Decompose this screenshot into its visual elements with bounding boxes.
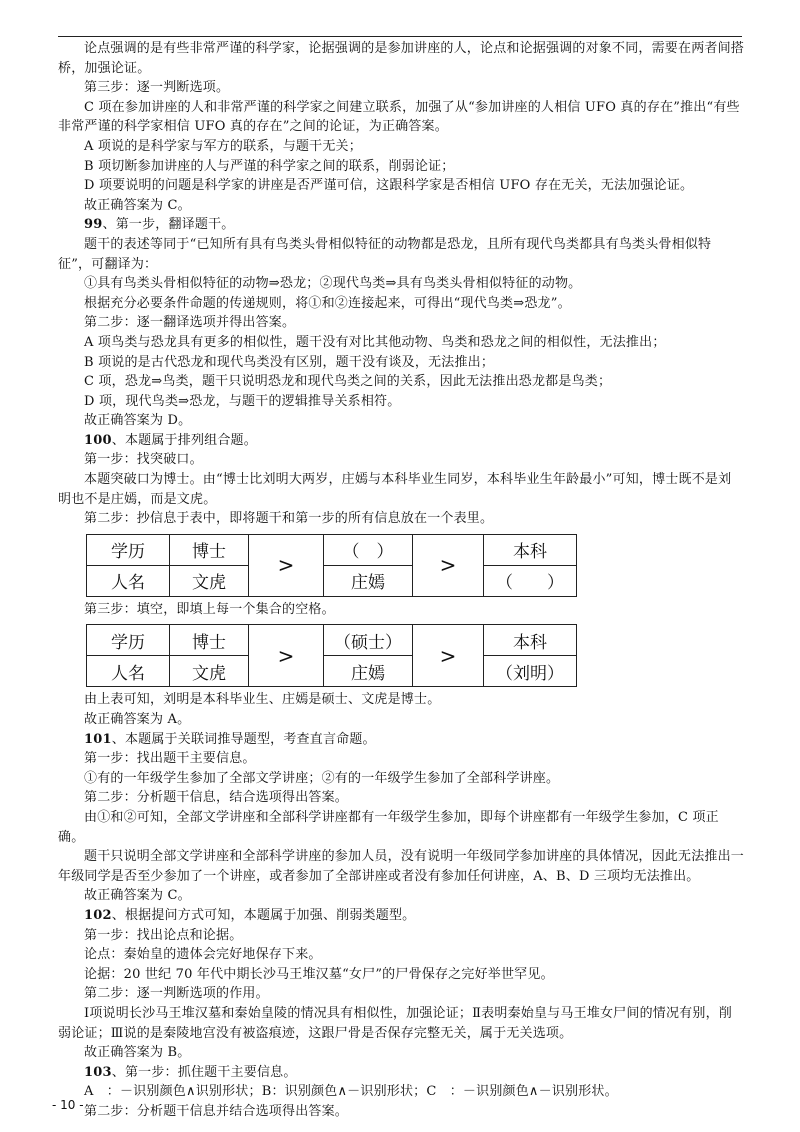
paragraph: 第二步：抄信息于表中，即将题干和第一步的所有信息放在一个表里。 bbox=[84, 511, 494, 527]
paragraph: ①有的一年级学生参加了全部文学讲座；②有的一年级学生参加了全部科学讲座。 bbox=[84, 770, 560, 786]
question-heading-99 bbox=[58, 215, 744, 235]
paragraph: C 项，恐龙⇒鸟类，题干只说明恐龙和现代鸟类之间的关系，因此无法推出恐龙都是鸟类； bbox=[84, 374, 612, 390]
paragraph: 本题突破口为博士。由“博士比刘明大两岁，庄嫣与本科毕业生同岁，本科毕业生年龄最小”可知，博士既不是刘明也不是庄嫣，而是文虎。 bbox=[58, 472, 732, 507]
paragraph: 由上表可知，刘明是本科毕业生、庄嫣是硕士、文虎是博士。 bbox=[84, 692, 441, 708]
greater-than-cell: > bbox=[413, 534, 484, 596]
question-heading-text: 、根据提问方式可知，本题属于加强、削弱类题型。 bbox=[111, 907, 416, 923]
paragraph: A 项鸟类与恐龙具有更多的相似性，题干没有对比其他动物、鸟类和恐龙之间的相似性，无法推出； bbox=[84, 334, 666, 350]
paragraph: 第三步：逐一判断选项。 bbox=[84, 80, 230, 96]
paragraph: 第二步：分析题干信息，结合选项得出答案。 bbox=[84, 790, 349, 806]
table-cell: 文虎 bbox=[170, 565, 249, 596]
table-cell: 学历 bbox=[87, 534, 170, 565]
paragraph: 故正确答案为 C。 bbox=[84, 197, 191, 213]
table-cell: 博士 bbox=[170, 625, 249, 656]
page-number: - 10 - bbox=[52, 1098, 84, 1112]
paragraph: 题干只说明全部文学讲座和全部科学讲座的参加人员，没有说明一年级同学参加讲座的具体情况，因此无法推出一年级同学是否至少参加了一个讲座，或者参加了全部讲座或者没有参加任何讲座，A、B、D 三项均无法推出。 bbox=[58, 849, 745, 884]
question-number: 99 bbox=[84, 217, 103, 233]
paragraph: D 项，现代鸟类⇒恐龙，与题干的逻辑推导关系相符。 bbox=[84, 393, 401, 409]
header-rule bbox=[58, 36, 742, 37]
paragraph: 论点：秦始皇的遗体会完好地保存下来。 bbox=[84, 947, 322, 963]
paragraph: 第一步：找突破口。 bbox=[84, 452, 203, 468]
section-c bbox=[58, 450, 744, 528]
paragraph: 故正确答案为 A。 bbox=[84, 712, 191, 728]
question-heading-text: 、本题属于关联词推导题型，考查直言命题。 bbox=[111, 731, 376, 747]
question-number: 101 bbox=[84, 731, 112, 747]
table-cell: 本科 bbox=[484, 534, 577, 565]
paragraph: 第三步：填空，即填上每一个集合的空格。 bbox=[84, 601, 335, 617]
table-row bbox=[87, 534, 577, 565]
paragraph: D 项要说明的问题是科学家的讲座是否严谨可信，这跟科学家是否相信 UFO 存在无关，无法加强论证。 bbox=[84, 178, 694, 194]
paragraph: 论据：20 世纪 70 年代中期长沙马王堆汉墓“女尸”的尸骨保存之完好举世罕见。 bbox=[84, 966, 554, 982]
paragraph: 第二步：分析题干信息并结合选项得出答案。 bbox=[84, 1103, 349, 1119]
paragraph: ①具有鸟类头骨相似特征的动物⇒恐龙；②现代鸟类⇒具有鸟类头骨相似特征的动物。 bbox=[84, 276, 582, 292]
info-table-1 bbox=[86, 534, 577, 597]
section-d bbox=[58, 690, 744, 729]
paragraph: 根据充分必要条件命题的传递规则，将①和②连接起来，可得出“现代鸟类⇒恐龙”。 bbox=[84, 295, 571, 311]
greater-than-cell: > bbox=[249, 625, 324, 687]
paragraph: 第一步：找出题干主要信息。 bbox=[84, 751, 256, 767]
paragraph: 故正确答案为 B。 bbox=[84, 1045, 191, 1061]
paragraph: 第一步：找出论点和论据。 bbox=[84, 927, 243, 943]
table-cell: 学历 bbox=[87, 625, 170, 656]
paragraph: Ⅰ项说明长沙马王堆汉墓和秦始皇陵的情况具有相似性，加强论证；Ⅱ表明秦始皇与马王堆女尸间的情况有别，削弱论证；Ⅲ说的是秦陵地宫没有被盗痕迹，这跟尸骨是否保存完整无关，属于无关选项。 bbox=[58, 1005, 732, 1041]
question-number: 103 bbox=[84, 1064, 112, 1080]
question-heading-103 bbox=[58, 1063, 744, 1083]
question-number: 102 bbox=[84, 907, 112, 923]
table-cell: 本科 bbox=[484, 625, 577, 656]
question-heading-text: 、第一步：抓住题干主要信息。 bbox=[111, 1064, 297, 1080]
greater-than-cell: > bbox=[249, 534, 324, 596]
section-b bbox=[58, 235, 744, 431]
table-cell: （刘明） bbox=[484, 656, 577, 687]
paragraph: 论点强调的是有些非常严谨的科学家，论据强调的是参加讲座的人，论点和论据强调的对象不同，需要在两者间搭桥，加强论证。 bbox=[58, 41, 745, 76]
paragraph: 第二步：逐一翻译选项并得出答案。 bbox=[84, 315, 296, 331]
question-number: 100 bbox=[84, 432, 112, 448]
table-row bbox=[87, 565, 577, 596]
section-e bbox=[58, 749, 744, 906]
table-cell: 文虎 bbox=[170, 656, 249, 687]
table-row bbox=[87, 656, 577, 687]
section-f bbox=[58, 926, 744, 1063]
paragraph: A ：－识别颜色∧识别形状；B：识别颜色∧－识别形状；C ：－识别颜色∧－识别形状。 bbox=[84, 1084, 618, 1100]
table-cell: （硕士） bbox=[324, 625, 413, 656]
paragraph: C 项在参加讲座的人和非常严谨的科学家之间建立联系，加强了从“参加讲座的人相信 UFO 真的存在”推出“有些非常严谨的科学家相信 UFO 真的存在”之间的论证，为正确答案。 bbox=[58, 99, 740, 135]
paragraph: 故正确答案为 C。 bbox=[84, 888, 191, 904]
paragraph: B 项说的是古代恐龙和现代鸟类没有区别，题干没有谈及，无法推出； bbox=[84, 354, 495, 370]
question-heading-text: 、本题属于排列组合题。 bbox=[111, 432, 257, 448]
table-cell: （ ） bbox=[324, 534, 413, 565]
table-cell: 庄嫣 bbox=[324, 565, 413, 596]
page-content bbox=[58, 39, 744, 1122]
paragraph: 故正确答案为 D。 bbox=[84, 413, 192, 429]
section-g bbox=[58, 1082, 744, 1121]
paragraph: 题干的表述等同于“已知所有具有鸟类头骨相似特征的动物都是恐龙，且所有现代鸟类都具有鸟类头骨相似特征”，可翻译为： bbox=[58, 236, 712, 272]
paragraph: 由①和②可知，全部文学讲座和全部科学讲座都有一年级学生参加，即每个讲座都有一年级学生参加，C 项正确。 bbox=[58, 810, 719, 845]
greater-than-cell: > bbox=[413, 625, 484, 687]
table-row bbox=[87, 625, 577, 656]
question-heading-text: 、第一步，翻译题干。 bbox=[102, 217, 235, 233]
info-table-2 bbox=[86, 624, 577, 687]
question-heading-102 bbox=[58, 906, 744, 926]
question-heading-101 bbox=[58, 730, 744, 750]
table-cell: 人名 bbox=[87, 565, 170, 596]
paragraph: 第二步：逐一判断选项的作用。 bbox=[84, 986, 269, 1002]
paragraph: B 项切断参加讲座的人与严谨的科学家之间的联系，削弱论证； bbox=[84, 158, 455, 174]
paragraph: A 项说的是科学家与军方的联系，与题干无关； bbox=[84, 138, 362, 154]
question-heading-100 bbox=[58, 431, 744, 451]
table-cell: 人名 bbox=[87, 656, 170, 687]
section-a bbox=[58, 39, 744, 215]
table-cell: （ ） bbox=[484, 565, 577, 596]
table-cell: 博士 bbox=[170, 534, 249, 565]
table-cell: 庄嫣 bbox=[324, 656, 413, 687]
